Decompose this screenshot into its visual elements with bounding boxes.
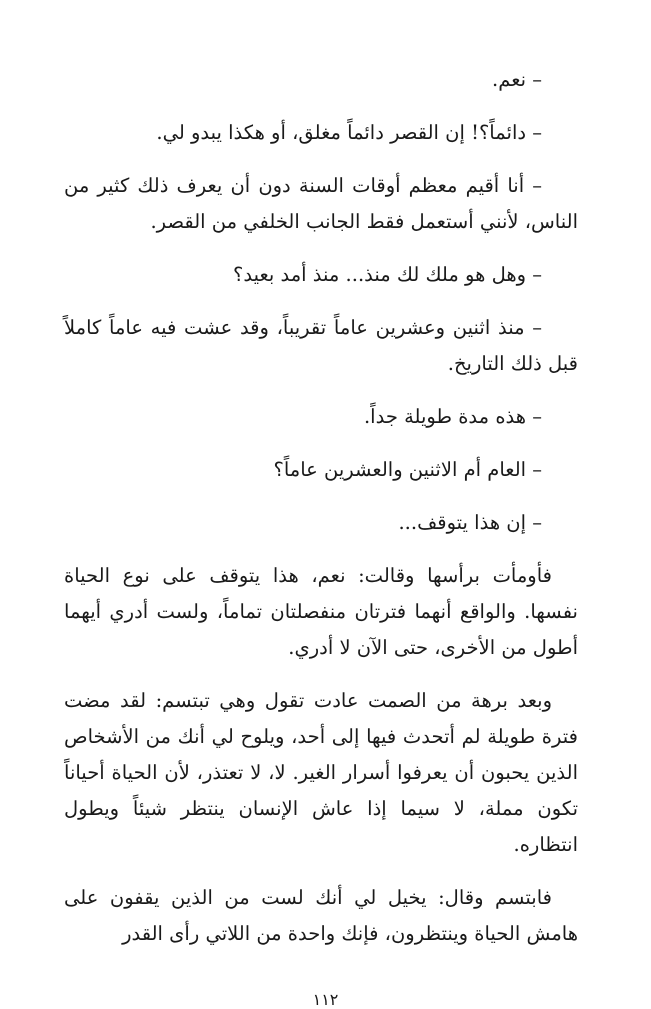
paragraph-8: – إن هذا يتوقف... [398, 511, 542, 534]
paragraph-4: – وهل هو ملك لك منذ... منذ أمد بعيد؟ [232, 263, 542, 286]
paragraph-2: – دائماً؟! إن القصر دائماً مغلق، أو هكذا يبدو لي. [156, 121, 542, 144]
paragraph-6: – هذه مدة طويلة جداً. [363, 405, 542, 428]
paragraph-1: – نعم. [492, 68, 542, 91]
paragraph-9: فأومأت برأسها وقالت: نعم، هذا يتوقف على نوع الحياة نفسها. والواقع أنهما فترتان منفصلتان تماماً، ولست أدري أيهما أطول من الأخرى، حتى الآن لا أدري. [64, 564, 578, 659]
paragraph-11: فابتسم وقال: يخيل لي أنك لست من الذين يقفون على هامش الحياة وينتظرون، فإنك واحدة من اللاتي رأى القدر [64, 886, 578, 945]
paragraph-7: – العام أم الاثنين والعشرين عاماً؟ [273, 458, 542, 481]
paragraph-3: – أنا أقيم معظم أوقات السنة دون أن يعرف ذلك كثير من الناس، لأنني أستعمل فقط الجانب الخلفي من القصر. [64, 174, 578, 233]
book-page [64, 62, 578, 969]
paragraph-5: – منذ اثنين وعشرين عاماً تقريباً، وقد عشت فيه عاماً كاملاً قبل ذلك التاريخ. [64, 316, 578, 375]
paragraph-10: وبعد برهة من الصمت عادت تقول وهي تبتسم: لقد مضت فترة طويلة لم أتحدث فيها إلى أحد، ويلوح لي أنك من الأشخاص الذين يحبون أن يعرفوا أسرار الغير. لا، لا تعتذر، لأن الحياة أحياناً تكون مملة، لا سيما إذا عاش الإنسان ينتظر شيئاً ويطول انتظاره. [64, 689, 578, 856]
page-number: ١١٢ [312, 990, 339, 1009]
